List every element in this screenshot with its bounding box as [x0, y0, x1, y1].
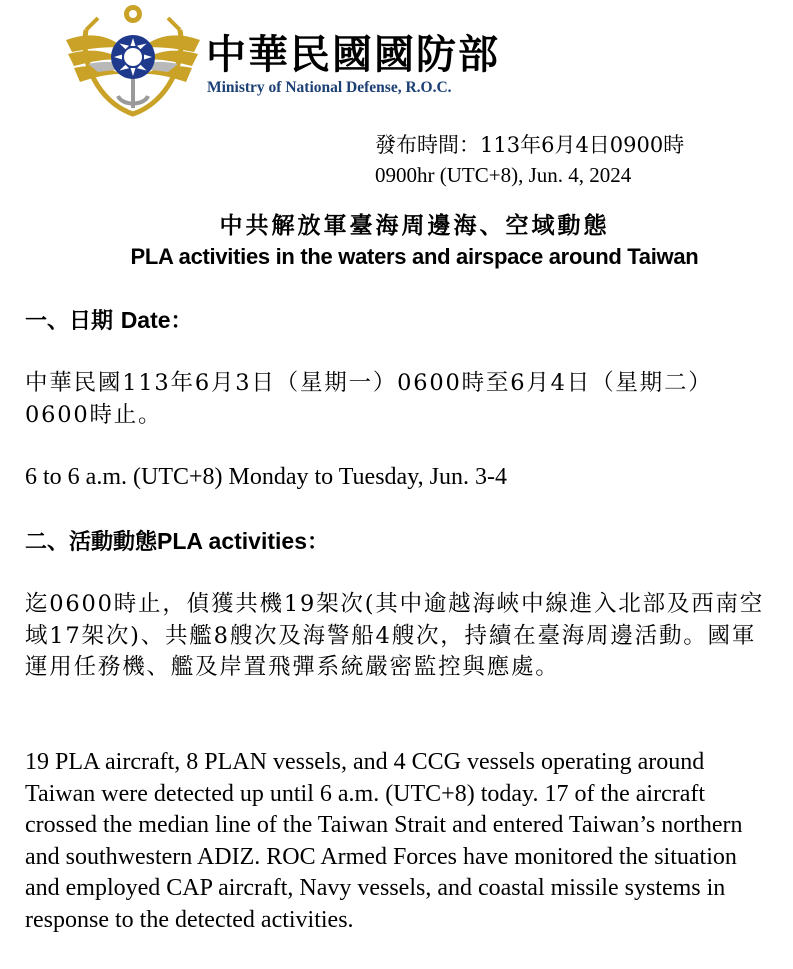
date-text-zh: 中華民國113年6月3日（星期一）0600時至6月4日（星期二）0600時止。: [25, 370, 713, 428]
date-heading-zh: 一、日期: [25, 309, 114, 334]
activities-text-zh: 迄0600時止，偵獲共機19架次(其中逾越海峽中線進入北部及西南空域17架次)、共艦8艘次及海警船4艘次，持續在臺海周邊活動。國軍運用任務機、艦及岸置飛彈系統嚴密監控與應處。: [25, 591, 765, 680]
ministry-name-en: Ministry of National Defense, R.O.C.: [207, 79, 452, 96]
document-title: [0, 210, 793, 272]
release-time-zh: 發布時間：113年6月4日0900時: [375, 133, 685, 157]
date-text-en: 6 to 6 a.m. (UTC+8) Monday to Tuesday, Jun. 3-4: [25, 464, 507, 490]
release-time: [375, 130, 684, 190]
activities-heading: [25, 526, 329, 558]
ministry-name-zh: 中華民國國防部: [206, 32, 500, 78]
mnd-emblem-icon: [58, 2, 208, 120]
date-heading-en: Date: [120, 307, 171, 333]
activities-heading-zh: 二、活動動態: [25, 530, 158, 555]
release-time-en: 0900hr (UTC+8), Jun. 4, 2024: [375, 163, 632, 187]
activities-text-en: 19 PLA aircraft, 8 PLAN vessels, and 4 CCG vessels operating around Taiwan were detected up until 6 a.m. (UTC+8) today. 17 of the aircraft crossed the median line of the Taiwan Strait and entered Taiwan’s northern and southwestern ADIZ. ROC Armed Forces have monitored the situation and employed CAP aircraft, Navy vessels, and coastal missile systems in response to the detected activities.: [25, 749, 743, 933]
title-zh: 中共解放軍臺海周邊海、空域動態: [219, 213, 610, 239]
title-en: PLA activities in the waters and airspace around Taiwan: [130, 244, 699, 269]
date-heading-suffix: ：: [170, 309, 193, 334]
activities-heading-en: PLA activities: [157, 528, 307, 554]
document-header: [0, 0, 793, 120]
activities-heading-suffix: ：: [307, 530, 330, 555]
date-heading: [25, 305, 193, 337]
